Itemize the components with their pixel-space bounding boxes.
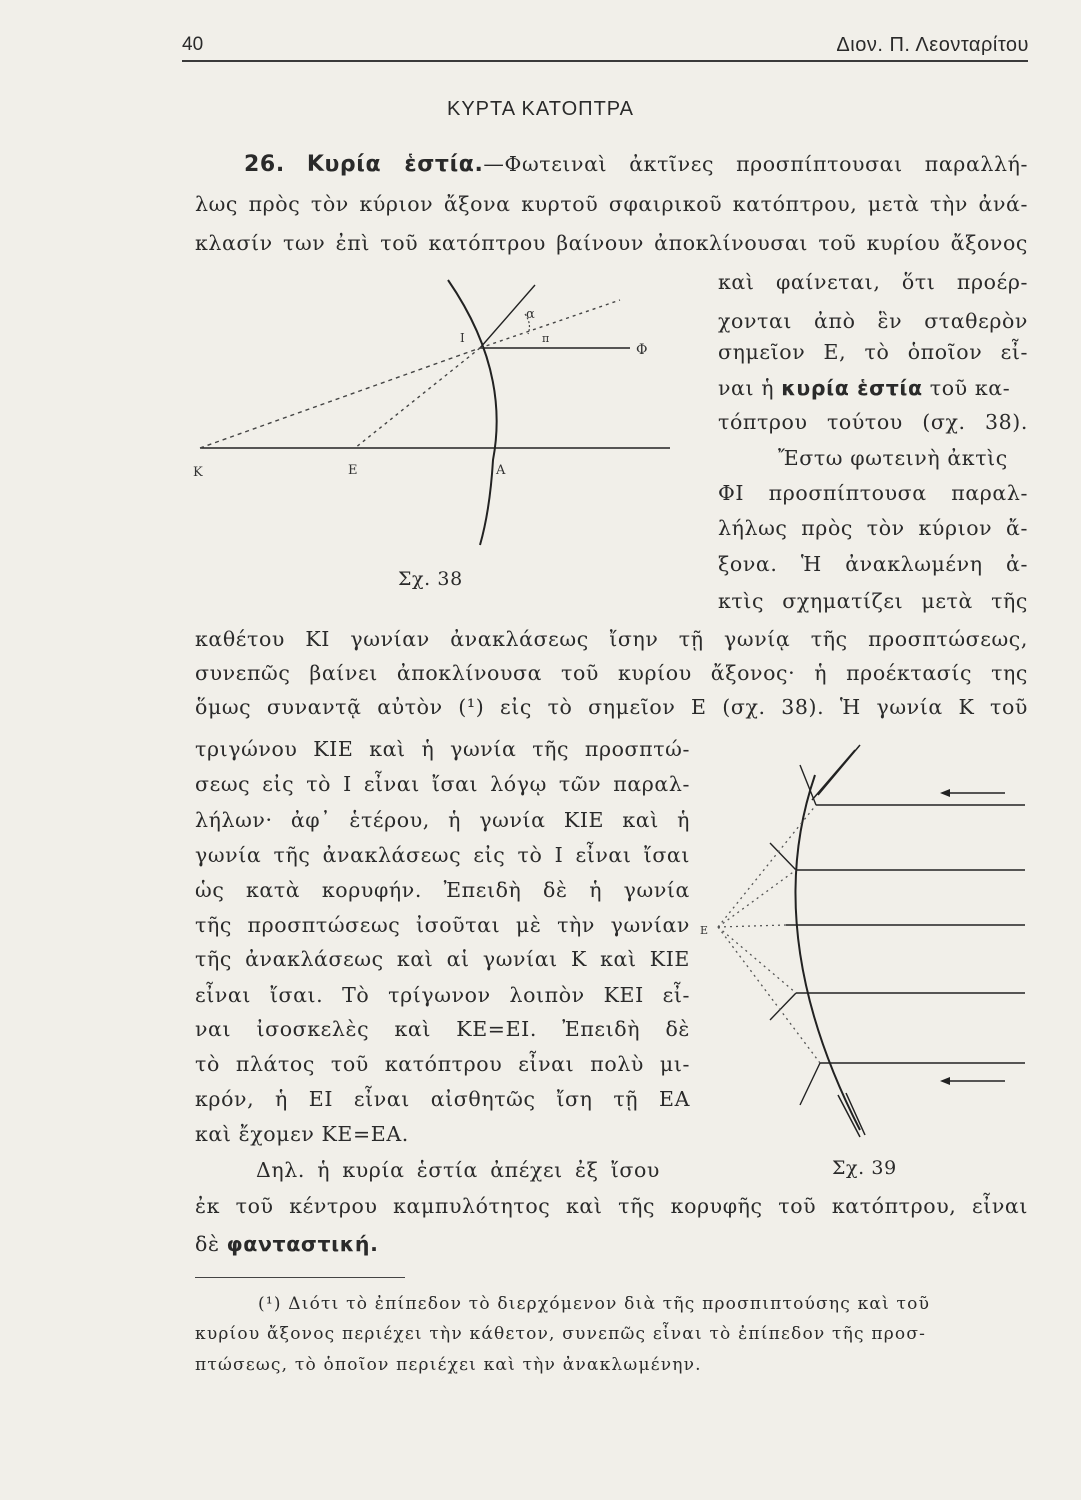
label-A: Α xyxy=(496,463,506,478)
text-line: εἶναι ἴσαι. Τὸ τρίγωνον λοιπὸν ΚΕΙ εἶ- xyxy=(195,983,690,1007)
text-line: ὅμως συναντᾷ αὐτὸν (¹) εἰς τὸ σημεῖον Ε (σχ. 38). Ἡ γωνία Κ τοῦ xyxy=(195,695,1028,719)
label-E: Ε xyxy=(348,463,358,478)
text-line: καὶ ἔχομεν ΚΕ=ΕΑ. xyxy=(195,1122,409,1146)
section-title: Κυρία ἑστία. xyxy=(306,152,484,177)
mirror-edge xyxy=(812,750,855,800)
text-line: τριγώνου ΚΙΕ καὶ ἡ γωνία τῆς προσπτώ- xyxy=(195,737,690,761)
footnote-line: πτώσεως, τὸ ὁποῖον περιέχει καὶ τὴν ἀνακλωμένην. xyxy=(195,1355,702,1375)
label-E: Ε xyxy=(700,924,709,937)
text-line: τῆς προσπτώσεως ἰσοῦται μὲ τὴν γωνίαν xyxy=(195,913,690,937)
figure-39-caption: Σχ. 39 xyxy=(832,1157,897,1179)
text-line: κλασίν των ἐπὶ τοῦ κατόπτρου βαίνουν ἀποκλίνουσαι τοῦ κυρίου ἄξονος xyxy=(195,231,1028,255)
text-line: γωνία τῆς ἀνακλάσεως εἰς τὸ Ι εἶναι ἴσαι xyxy=(195,843,690,867)
ray-extension xyxy=(355,348,480,448)
text-line: τὸ πλάτος τοῦ κατόπτρου εἶναι πολὺ μι- xyxy=(195,1052,690,1076)
text-line: ΦΙ προσπίπτουσα παραλ- xyxy=(718,481,1028,505)
arrow-head xyxy=(940,789,950,797)
normal-dashed xyxy=(200,348,480,448)
running-head: Διον. Π. Λεονταρίτου xyxy=(836,34,1029,56)
virtual-ray xyxy=(718,927,820,1063)
text-line: σεως εἰς τὸ Ι εἶναι ἴσαι λόγῳ τῶν παραλ- xyxy=(195,772,690,796)
text-line: Δηλ. ἡ κυρία ἑστία ἀπέχει ἐξ ἴσου xyxy=(256,1158,660,1182)
text-line: σημεῖον Ε, τὸ ὁποῖον εἶ- xyxy=(718,340,1028,364)
figure-39 xyxy=(700,745,1040,1145)
label-alpha: α xyxy=(526,307,535,322)
text-line: τόπτρου τούτου (σχ. 38). xyxy=(718,410,1028,434)
mirror-curve xyxy=(795,775,860,1130)
virtual-ray xyxy=(718,805,816,927)
mirror-arc xyxy=(448,280,497,545)
label-pi: π xyxy=(542,332,550,345)
virtual-ray xyxy=(718,925,786,927)
text-line: λήλως πρὸς τὸν κύριον ἄ- xyxy=(718,516,1028,540)
header-rule xyxy=(182,60,1028,62)
virtual-ray xyxy=(718,927,796,993)
text-line: καθέτου ΚΙ γωνίαν ἀνακλάσεως ἴσην τῇ γωνίᾳ τῆς προσπτώσεως, xyxy=(195,627,1028,651)
text-line: καὶ φαίνεται, ὅτι προέρ- xyxy=(718,270,1028,294)
section-dash: — xyxy=(483,152,505,176)
text-line: Ἔστω φωτεινὴ ἀκτὶς xyxy=(778,446,1008,470)
text-fragment: δὲ xyxy=(195,1232,227,1256)
text-fragment: ναι ἡ xyxy=(718,376,782,400)
text-line: λως πρὸς τὸν κύριον ἄξονα κυρτοῦ σφαιρικοῦ κατόπτρου, μετὰ τὴν ἀνά- xyxy=(195,192,1028,216)
arrow-head xyxy=(940,1077,950,1085)
text-line xyxy=(195,1232,379,1256)
section-number: 26. xyxy=(244,152,285,177)
text-fragment: τοῦ κα- xyxy=(922,376,1011,400)
reflected-ray xyxy=(770,993,796,1020)
label-K: Κ xyxy=(193,465,203,480)
reflected-ray xyxy=(800,1063,820,1105)
section-heading-line xyxy=(244,152,1028,177)
footnote-line: (¹) Διότι τὸ ἐπίπεδον τὸ διερχόμενον διὰ τῆς προσπιπτούσης καὶ τοῦ xyxy=(258,1294,931,1314)
text-line: συνεπῶς βαίνει ἀποκλίνουσα τοῦ κυρίου ἄξονος· ἡ προέκτασίς της xyxy=(195,661,1028,685)
footnote-rule xyxy=(195,1277,405,1278)
text-line: τῆς ἀνακλάσεως καὶ αἱ γωνίαι Κ καὶ ΚΙΕ xyxy=(195,947,690,971)
text-line: κρόν, ἡ ΕΙ εἶναι αἰσθητῶς ἴση τῇ ΕΑ xyxy=(195,1087,690,1111)
text-line: ξονα. Ἡ ἀνακλωμένη ἀ- xyxy=(718,552,1028,576)
text-line: λήλων· ἀφ᾽ ἑτέρου, ἡ γωνία ΚΙΕ καὶ ἡ xyxy=(195,808,690,832)
label-I: Ι xyxy=(460,331,465,345)
term-fantastiki: φανταστική. xyxy=(226,1232,379,1256)
figure-38-caption: Σχ. 38 xyxy=(398,568,463,590)
footnote-line: κυρίου ἄξονος περιέχει τὴν κάθετον, συνεπῶς εἶναι τὸ ἐπίπεδον τῆς προσ- xyxy=(195,1324,927,1344)
text-line: ναι ἰσοσκελὲς καὶ ΚΕ=ΕΙ. Ἐπειδὴ δὲ xyxy=(195,1017,690,1041)
term-kyria-estia: κυρία ἑστία xyxy=(781,376,923,400)
figure-38 xyxy=(190,280,710,590)
text-line: Φωτειναὶ ἀκτῖνες προσπίπτουσαι παραλλή- xyxy=(504,152,1028,176)
text-line xyxy=(718,376,1028,400)
page-number: 40 xyxy=(182,34,204,55)
text-line: ἐκ τοῦ κέντρου καμπυλότητος καὶ τῆς κορυφῆς τοῦ κατόπτρου, εἶναι xyxy=(195,1194,1028,1218)
virtual-ray xyxy=(718,870,796,927)
text-line: ὡς κατὰ κορυφήν. Ἐπειδὴ δὲ ἡ γωνία xyxy=(195,878,690,902)
chapter-title: ΚΥΡΤΑ ΚΑΤΟΠΤΡΑ xyxy=(446,98,634,120)
text-line: κτὶς σχηματίζει μετὰ τῆς xyxy=(718,589,1028,613)
label-phi: Φ xyxy=(636,342,648,358)
text-line: χονται ἀπὸ ἓν σταθερὸν xyxy=(718,309,1028,333)
